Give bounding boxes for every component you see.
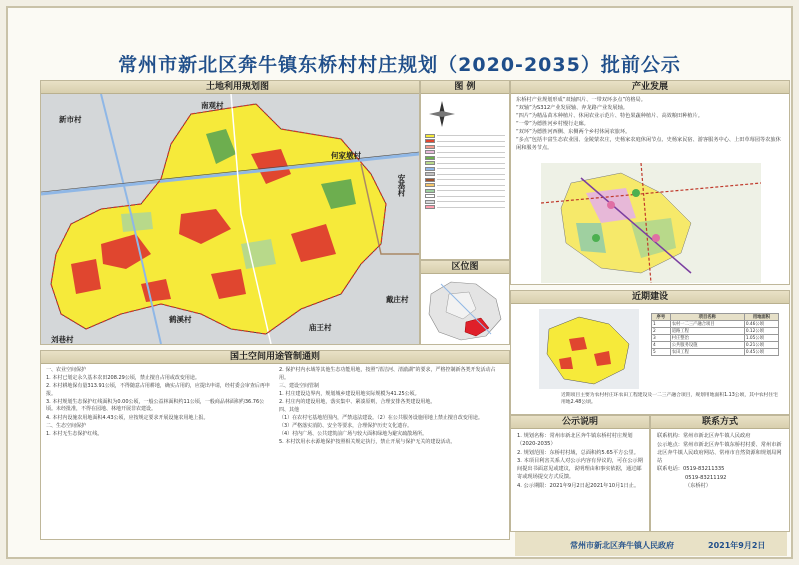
industry-paragraph: “一带”为德胜河乡村慢行走廊。 — [516, 121, 589, 127]
table-header: 序号 — [652, 314, 671, 321]
notice-title: 公示说明 — [511, 416, 649, 429]
village-label-nanguan: 南观村 — [201, 101, 224, 110]
rule-paragraph: 1. 本村无生态保护红线。 — [46, 430, 103, 437]
legend-body — [421, 94, 509, 259]
legend-swatch — [425, 183, 435, 187]
table-cell: 3 — [652, 335, 671, 342]
table-cell: 1.05公顷 — [744, 335, 778, 342]
legend-line — [437, 157, 505, 158]
legend-panel — [420, 80, 510, 260]
contact-item: 联系机构：常州市新北区奔牛镇人民政府 — [657, 433, 751, 439]
rule-paragraph: （3）严格落实消防、安全等要求，合理保护历史文化遗存。 — [279, 423, 413, 430]
legend-line — [437, 207, 505, 208]
contact-text — [651, 429, 789, 494]
rule-paragraph: 5. 本村饮用水水源地保护按照相关规定执行，禁止开展与保护无关的建设活动。 — [279, 439, 456, 446]
legend-row — [425, 205, 505, 211]
legend-swatch — [425, 205, 435, 209]
table-cell: 0.46公顷 — [744, 321, 778, 328]
rule-paragraph: 1. 村庄建设边界内，规划城乡建设用地实际规模为41.25公顷。 — [279, 390, 420, 397]
village-label-miaowang: 庙王村 — [309, 323, 332, 332]
control-rules-title: 国土空间用途管制通则 — [41, 351, 509, 364]
legend-line — [437, 196, 505, 197]
industry-paragraph: 东桥村产业规划形成“双轴四片、一带双环多点”的格局。 — [516, 97, 646, 103]
legend-line — [437, 201, 505, 202]
industry-paragraph: “双环”为德胜河西侧、东侧两个乡村休闲农旅环。 — [516, 129, 631, 135]
table-row — [652, 349, 779, 356]
table-cell: 4 — [652, 342, 671, 349]
table-cell: 0.12公顷 — [744, 328, 778, 335]
table-cell: 0.45公顷 — [744, 349, 778, 356]
table-cell: 2 — [652, 328, 671, 335]
legend-line — [437, 185, 505, 186]
notice-item: 4. 公示期限：2021年9月2日起2021年10月1日止。 — [517, 482, 640, 489]
legend-swatch — [425, 167, 435, 171]
rule-paragraph: 2. 本村耕地保有量313.91公顷，不得随意占用耕地，确实占用的，应提出申请，经村委会审查后再申报。 — [46, 383, 270, 397]
legend-line — [437, 174, 505, 175]
page-title: 常州市新北区奔牛镇东桥村村庄规划（2020-2035）批前公示 — [118, 54, 681, 76]
village-label-liuxiang: 刘巷村 — [51, 335, 74, 344]
rule-paragraph: 2. 村庄内的建设用地，落实集中、紧凑原则，合理安排各类建设用地。 — [279, 398, 436, 405]
rule-paragraph: 3. 本村规划生态保护红线面积为0.00公顷，一般公益林面积约11公顷，一般商品林面积约36.76公顷。未经批准，不得在园地、林地开展非农建设。 — [46, 398, 265, 413]
village-label-daizhuang: 戴庄村 — [386, 295, 409, 304]
industry-paragraph: “双轴”为S312产业发展轴、奔龙路产业发展轴。 — [516, 105, 628, 111]
rule-paragraph: 1. 本村已划定永久基本农田208.29公顷，禁止擅自占用或改变用途。 — [46, 375, 200, 382]
rule-paragraph: 三、建设空间管制 — [279, 382, 320, 389]
rule-paragraph: 四、其他 — [279, 406, 300, 413]
recent-construction-table-wrap — [651, 313, 779, 356]
legend-swatch — [425, 145, 435, 149]
rule-paragraph: （4）村内广场、公共建筑前广场与较大面积绿地为避灾疏散场所。 — [279, 431, 428, 438]
table-header: 项目名称 — [670, 314, 744, 321]
recent-construction-map — [539, 309, 639, 389]
table-cell: 0.21公顷 — [744, 342, 778, 349]
legend-swatch — [425, 194, 435, 198]
rule-paragraph: 二、生态空间保护 — [46, 422, 87, 429]
legend-swatch — [425, 178, 435, 182]
legend-swatch — [425, 150, 435, 154]
recent-construction-table-body — [652, 321, 779, 356]
contact-title: 联系方式 — [651, 416, 789, 429]
footer-date: 2021年9月2日 — [708, 541, 766, 550]
compass-icon — [427, 99, 457, 129]
recent-construction-panel — [510, 290, 790, 415]
notice-text — [511, 429, 649, 493]
land-use-map-graphic — [41, 94, 419, 344]
legend-swatch — [425, 139, 435, 143]
legend-line — [437, 146, 505, 147]
industry-title: 产业发展 — [511, 81, 789, 94]
table-row — [652, 335, 779, 342]
recent-construction-title: 近期建设 — [511, 291, 789, 304]
contact-item: 联系电话：0519-83211335 — [657, 466, 725, 472]
notice-item: 1. 规划名称：常州市新北区奔牛镇东桥村村庄规划（2020-2035） — [517, 433, 633, 447]
legend-line — [437, 190, 505, 191]
location-map-graphic — [421, 274, 509, 344]
recent-construction-table — [651, 313, 779, 356]
recent-construction-caption: 近期项目主要为农村村庄环农田工程建设及一二三产融合项目，规划用地面积1.13公顷，其中农村住宅用地2.48公顷。 — [561, 393, 778, 405]
legend-swatch — [425, 156, 435, 160]
location-map-title: 区位图 — [421, 261, 509, 274]
contact-item: 0519-83211192 — [685, 474, 727, 481]
table-row — [652, 342, 779, 349]
legend-swatch — [425, 161, 435, 165]
table-cell: 农田工程 — [670, 349, 744, 356]
industry-map-graphic — [541, 163, 761, 283]
rule-paragraph: 4. 本村内设施农用地面积4.43公顷，应按规定要求开展设施农用地上报。 — [46, 414, 209, 421]
table-row — [652, 321, 779, 328]
industry-text — [511, 94, 789, 156]
rule-paragraph: 2. 保护村内水域等其他生态功能用地，按照“清洁河、清澈湖”的要求，严格控制新各类开发活动占用。 — [279, 367, 496, 381]
contact-panel — [650, 415, 790, 532]
notice-item: 2. 规划范围：东桥村村域，总面积约5.65平方公里。 — [517, 449, 639, 456]
legend-swatch — [425, 189, 435, 193]
table-header: 用地面积 — [744, 314, 778, 321]
legend-line — [437, 141, 505, 142]
control-rules-text — [41, 364, 509, 450]
industry-paragraph: “多点”包括丰富生态农业园、金陵蒙农庄，史杨家农庭休闲节点、史杨家民宿、游客服务中心、上田草莓园等农旅休闲和服务节点。 — [516, 137, 781, 151]
legend-title: 图 例 — [421, 81, 509, 94]
village-label-xinshi: 新市村 — [59, 115, 82, 124]
rule-paragraph: （1）在农村宅基地范围内，严禁违法建设。（2）在公共服务设施用地上禁止擅自改变用途。 — [279, 415, 483, 422]
land-use-map-title: 土地利用规划图 — [41, 81, 419, 94]
table-cell: 公共服务设施 — [670, 342, 744, 349]
table-cell: 村庄整治 — [670, 335, 744, 342]
notice-item: 3. 本项目利害关系人对公示内容有异议的，可在公示期间提出书面意见或建议，说明理由和事实依据，通过邮寄或现场提交方式反馈。 — [517, 458, 643, 480]
table-cell: 道路工程 — [670, 328, 744, 335]
legend-swatch — [425, 200, 435, 204]
legend-line — [437, 152, 505, 153]
village-label-anji: 安基村 — [397, 174, 406, 197]
industry-paragraph: “四片”为精品苗木种植片、休闲农业示范片、特色果蔬种植片、高效粮田种植片。 — [516, 113, 703, 119]
legend-line — [437, 168, 505, 169]
legend-rows — [425, 133, 505, 210]
table-cell: 1 — [652, 321, 671, 328]
table-cell: 农村一二三产融合项目 — [670, 321, 744, 328]
table-row — [652, 328, 779, 335]
location-map — [421, 274, 509, 344]
legend-line — [437, 135, 505, 136]
table-cell: 5 — [652, 349, 671, 356]
control-rules-panel — [40, 350, 510, 540]
land-use-map — [41, 94, 419, 344]
industry-panel — [510, 80, 790, 285]
village-label-hexi: 鹤溪村 — [169, 315, 192, 324]
legend-swatch — [425, 134, 435, 138]
legend-line — [437, 163, 505, 164]
legend-line — [437, 179, 505, 180]
location-map-panel — [420, 260, 510, 345]
village-label-hejiadun: 何家墩村 — [331, 151, 361, 160]
legend-swatch — [425, 172, 435, 176]
contact-item: （东桥村） — [685, 483, 711, 489]
contact-item: 公示地点：常州市新北区奔牛镇东桥村村委、常州市新北区奔牛镇人民政府网站、常州市自然资源和规划局网站 — [657, 441, 782, 464]
notice-panel — [510, 415, 650, 532]
rule-paragraph: 一、农业空间保护 — [46, 367, 87, 373]
footer-organization: 常州市新北区奔牛镇人民政府 — [570, 541, 674, 550]
land-use-map-panel — [40, 80, 420, 345]
